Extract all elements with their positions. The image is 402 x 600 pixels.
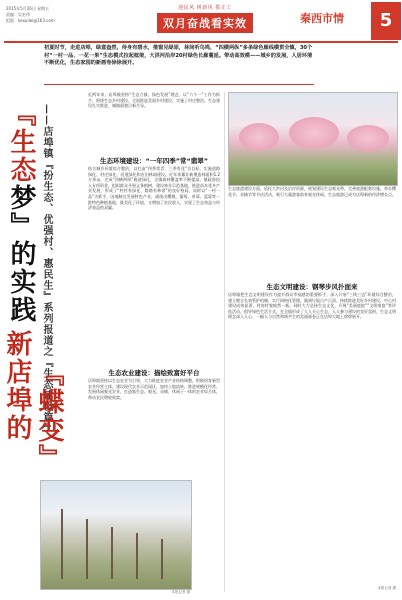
subheading-environment: 生态环境建设：“一年四季”常“翡翠” (99, 157, 209, 165)
tree-lined-road-photo (40, 480, 192, 590)
body-civilization: 店埠镇把生态文明建设作为提升群众幸福感的重要抓手，深入开展“三线三边”环境综合整治，建立健全长效管护机制，实行网格化管理，做到垃圾日产日清。持续推进美好乡村建设，中心村建设成效显著，村容村貌焕然一新。同时大力弘扬生态文化，开展“美丽庭院”“文明家庭”等评选活动，倡导绿色生活方式，在全镇形成了人人关心生态、人人参与建设的良好氛围，生态文明理念深入人心，一幅人与自然和谐共生的美丽画卷正在店埠大地上徐徐展开。 (228, 292, 396, 320)
headline-dek: ——店埠镇『扮生态、优强村、惠民生』系列报道之『生态建设篇』 (41, 104, 52, 434)
issue-editor: 责编：吴宏伟 (6, 12, 30, 17)
issue-meta (6, 6, 116, 24)
campaign-banner (145, 4, 265, 34)
blossom-cluster (347, 125, 389, 151)
headline-part1-a: 『生态 (6, 100, 36, 184)
issue-email: 组版：kexuilei@163.com (6, 18, 55, 23)
subheading-civilization: 生态文明建设：钢琴步风扑面来 (266, 283, 358, 291)
header-rule (4, 41, 398, 43)
tree-trunk (111, 527, 113, 579)
headline-part1-b: 梦』的实践 (6, 184, 36, 324)
campaign-slogan: 双月奋战看实效 (157, 13, 253, 33)
page-number: 5 (371, 2, 401, 40)
blossom-photo (228, 92, 398, 186)
blossom-cluster (289, 117, 339, 149)
column-divider (224, 92, 225, 592)
tree-trunk (61, 509, 63, 579)
body-agriculture: 店埠镇坚持以生态农业为引领，大力推进农业产业结构调整，积极培育新型农业经营主体，建设现代农业示范园区，加快土地流转，推进规模化经营，发展休闲观光农业，打造集生态、观光、采摘、休闲于一体的农业综合体，带动农民增收致富。 (88, 378, 220, 400)
subheading-agriculture: 生态农业建设：描绘致富好平台 (108, 369, 200, 377)
body-environment: 结合城乡环境综合整治，以打造“四季常青、三季有花”为目标，实施道路绿化、村庄绿化、河道绿化和农田林网建设。近年来累计新增造林面积1.2万余亩，完成“四横两纵”廊道绿化，全镇森林覆盖率不断提高。镇政府投入专项资金，组织群众开展义务植树，建设林业示范基地，推进苗木花卉产业发展，形成了“村村有绿化、路路有林带”的良好格局。同时以“一村一品”为抓手，因地制宜发展特色产业，涌现出樱桃、葡萄、草莓、蓝莓等一批特色种植基地，既美化了环境，又增加了农民收入，实现了生态效益与经济效益的双赢。 (88, 166, 220, 211)
blossom-cluster (239, 123, 279, 151)
body-tourism: 生态旅游建设方面，依托大洪河及沿岸资源，规划建设生态观光带，完善旅游配套设施，举办樱花节、采摘节等节庆活动，吸引大量游客前来观光休闲，生态旅游已成为店埠新的经济增长点。 (228, 186, 396, 197)
tree-trunk (86, 519, 88, 579)
lead-paragraph: 初夏时节，走进店埠，绿意盎然，侍身有碧水，推窗见绿原，林间听鸟鸣，“四横两纵”多条绿色廊线横贯全镇，30个村“一村一品、一花一果”生态模式拉起框架，大洪河沿岸20村绿色长廊蔓延。带动高效模——城乡的发展，人居环境不断优化，生态家园的新画卷徐徐展开。 (44, 45, 313, 66)
headline-part2: 新店埠的 (2, 330, 32, 442)
campaign-subtitle: 迎民风 树新风 抓正工 (178, 5, 232, 11)
photo-caption-bottom: 本报记者 摄 (171, 590, 190, 594)
headline-part1 (6, 100, 36, 324)
tree-trunk (161, 539, 163, 579)
intro-paragraph: 近两年来，店埠镇坚持“生态立镇、绿色发展”理念，以“六个一”工作为抓手，围绕生态乡村建设，全面推进美丽乡村建设，实施了村庄整治，生态建设扎实推进，城镇面貌日新月异。 (88, 92, 220, 109)
headline-part3: 『蝶变』 (34, 360, 64, 472)
issue-date: 2015年5月26日 星期五 (6, 6, 50, 11)
lead-rule (44, 84, 314, 85)
photo-caption-top: 本报记者 摄 (377, 586, 396, 590)
tree-trunk (136, 533, 138, 579)
section-name: 秦西市情 (300, 12, 344, 25)
